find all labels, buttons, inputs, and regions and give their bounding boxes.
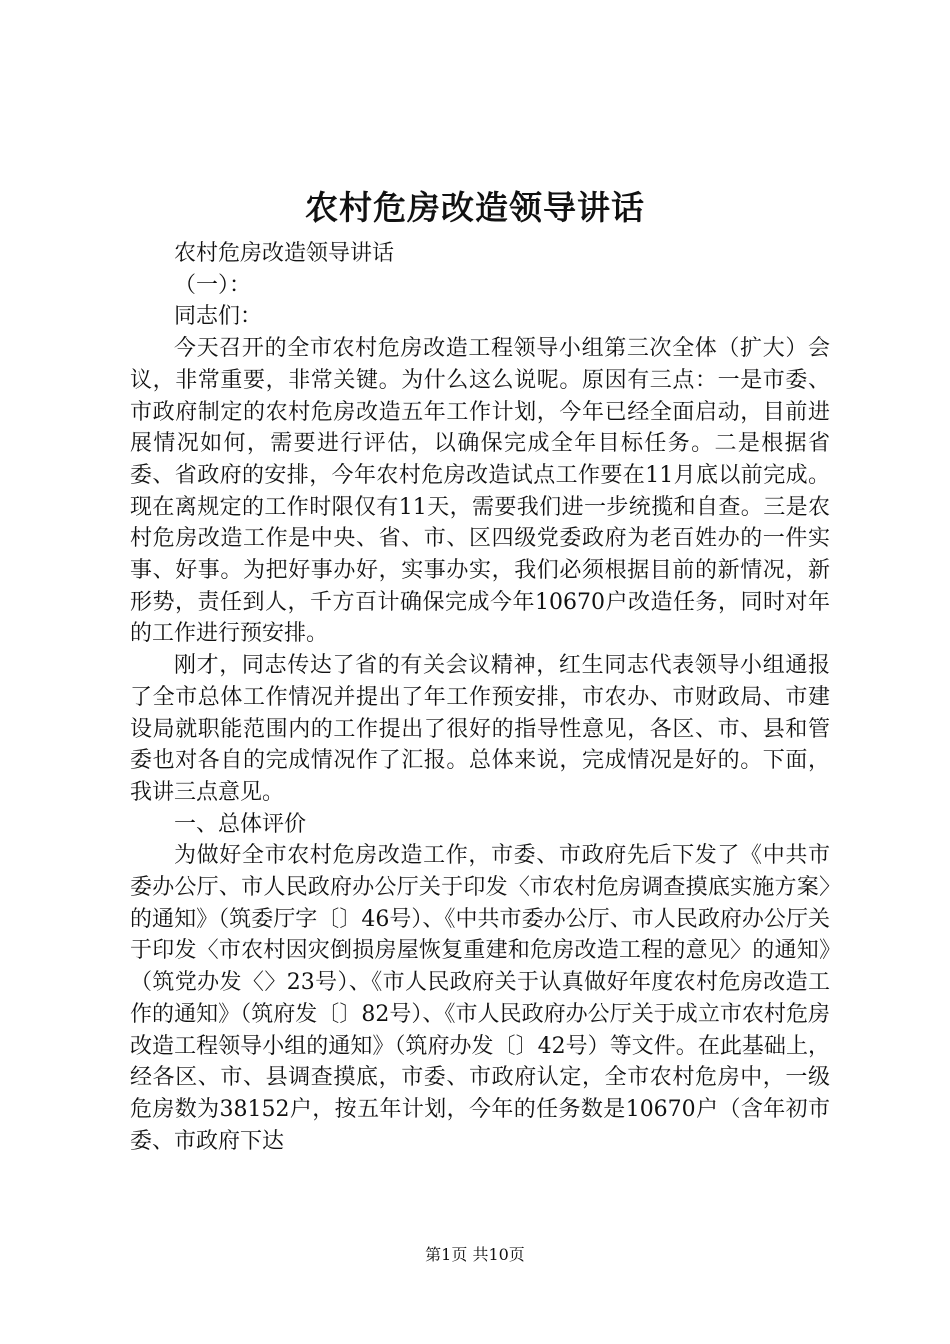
paragraph-summary: 刚才，同志传达了省的有关会议精神，红生同志代表领导小组通报了全市总体工作情况并提出了年工作预安排，市农办、市财政局、市建设局就职能范围内的工作提出了很好的指导性意见，各区、市、县和管委也对各自的完成情况作了汇报。总体来说，完成情况是好的。下面，我讲三点意见。: [130, 653, 830, 805]
paragraph-salutation: 同志们：: [174, 304, 263, 330]
paragraph-subtitle: 农村危房改造领导讲话: [174, 241, 395, 266]
document-body: [130, 238, 830, 1157]
paragraph-evaluation: 为做好全市农村危房改造工作，市委、市政府先后下发了《中共市委办公厅、市人民政府办公厅关于印发〈市农村危房调查摸底实施方案〉的通知》（筑委厅字〔〕46号）、《中共市委办公厅、市人民政府办公厅关于印发〈市农村因灾倒损房屋恢复重建和危房改造工程的意见〉的通知》（筑党办发〈〉23号）、《市人民政府关于认真做好年度农村危房改造工作的通知》（筑府发〔〕82号）、《市人民政府办公厅关于成立市农村危房改造工程领导小组的通知》（筑府办发〔〕42号）等文件。在此基础上，经各区、市、县调查摸底，市委、市政府认定，全市农村危房中，一级危房数为38152户，按五年计划，今年的任务数是10670户（含年初市委、市政府下达: [130, 843, 830, 1154]
page-number-footer: 第1页 共10页: [425, 1245, 525, 1264]
paragraph-intro: 今天召开的全市农村危房改造工程领导小组第三次全体（扩大）会议，非常重要，非常关键。为什么这么说呢。原因有三点：一是市委、市政府制定的农村危房改造五年工作计划，今年已经全面启动，目前进展情况如何，需要进行评估，以确保完成全年目标任务。二是根据省委、省政府的安排，今年农村危房改造试点工作要在11月底以前完成。现在离规定的工作时限仅有11天，需要我们进一步统揽和自查。三是农村危房改造工作是中央、省、市、区四级党委政府为老百姓办的一件实事、好事。为把好事办好，实事办实，我们必须根据目前的新情况，新形势，责任到人，千方百计确保完成今年10670户改造任务，同时对年的工作进行预安排。: [130, 336, 830, 647]
section-heading-overall-evaluation: 一、总体评价: [174, 811, 307, 837]
paragraph-section-number: （一）：: [174, 272, 252, 298]
document-title: 农村危房改造领导讲话: [305, 188, 645, 227]
